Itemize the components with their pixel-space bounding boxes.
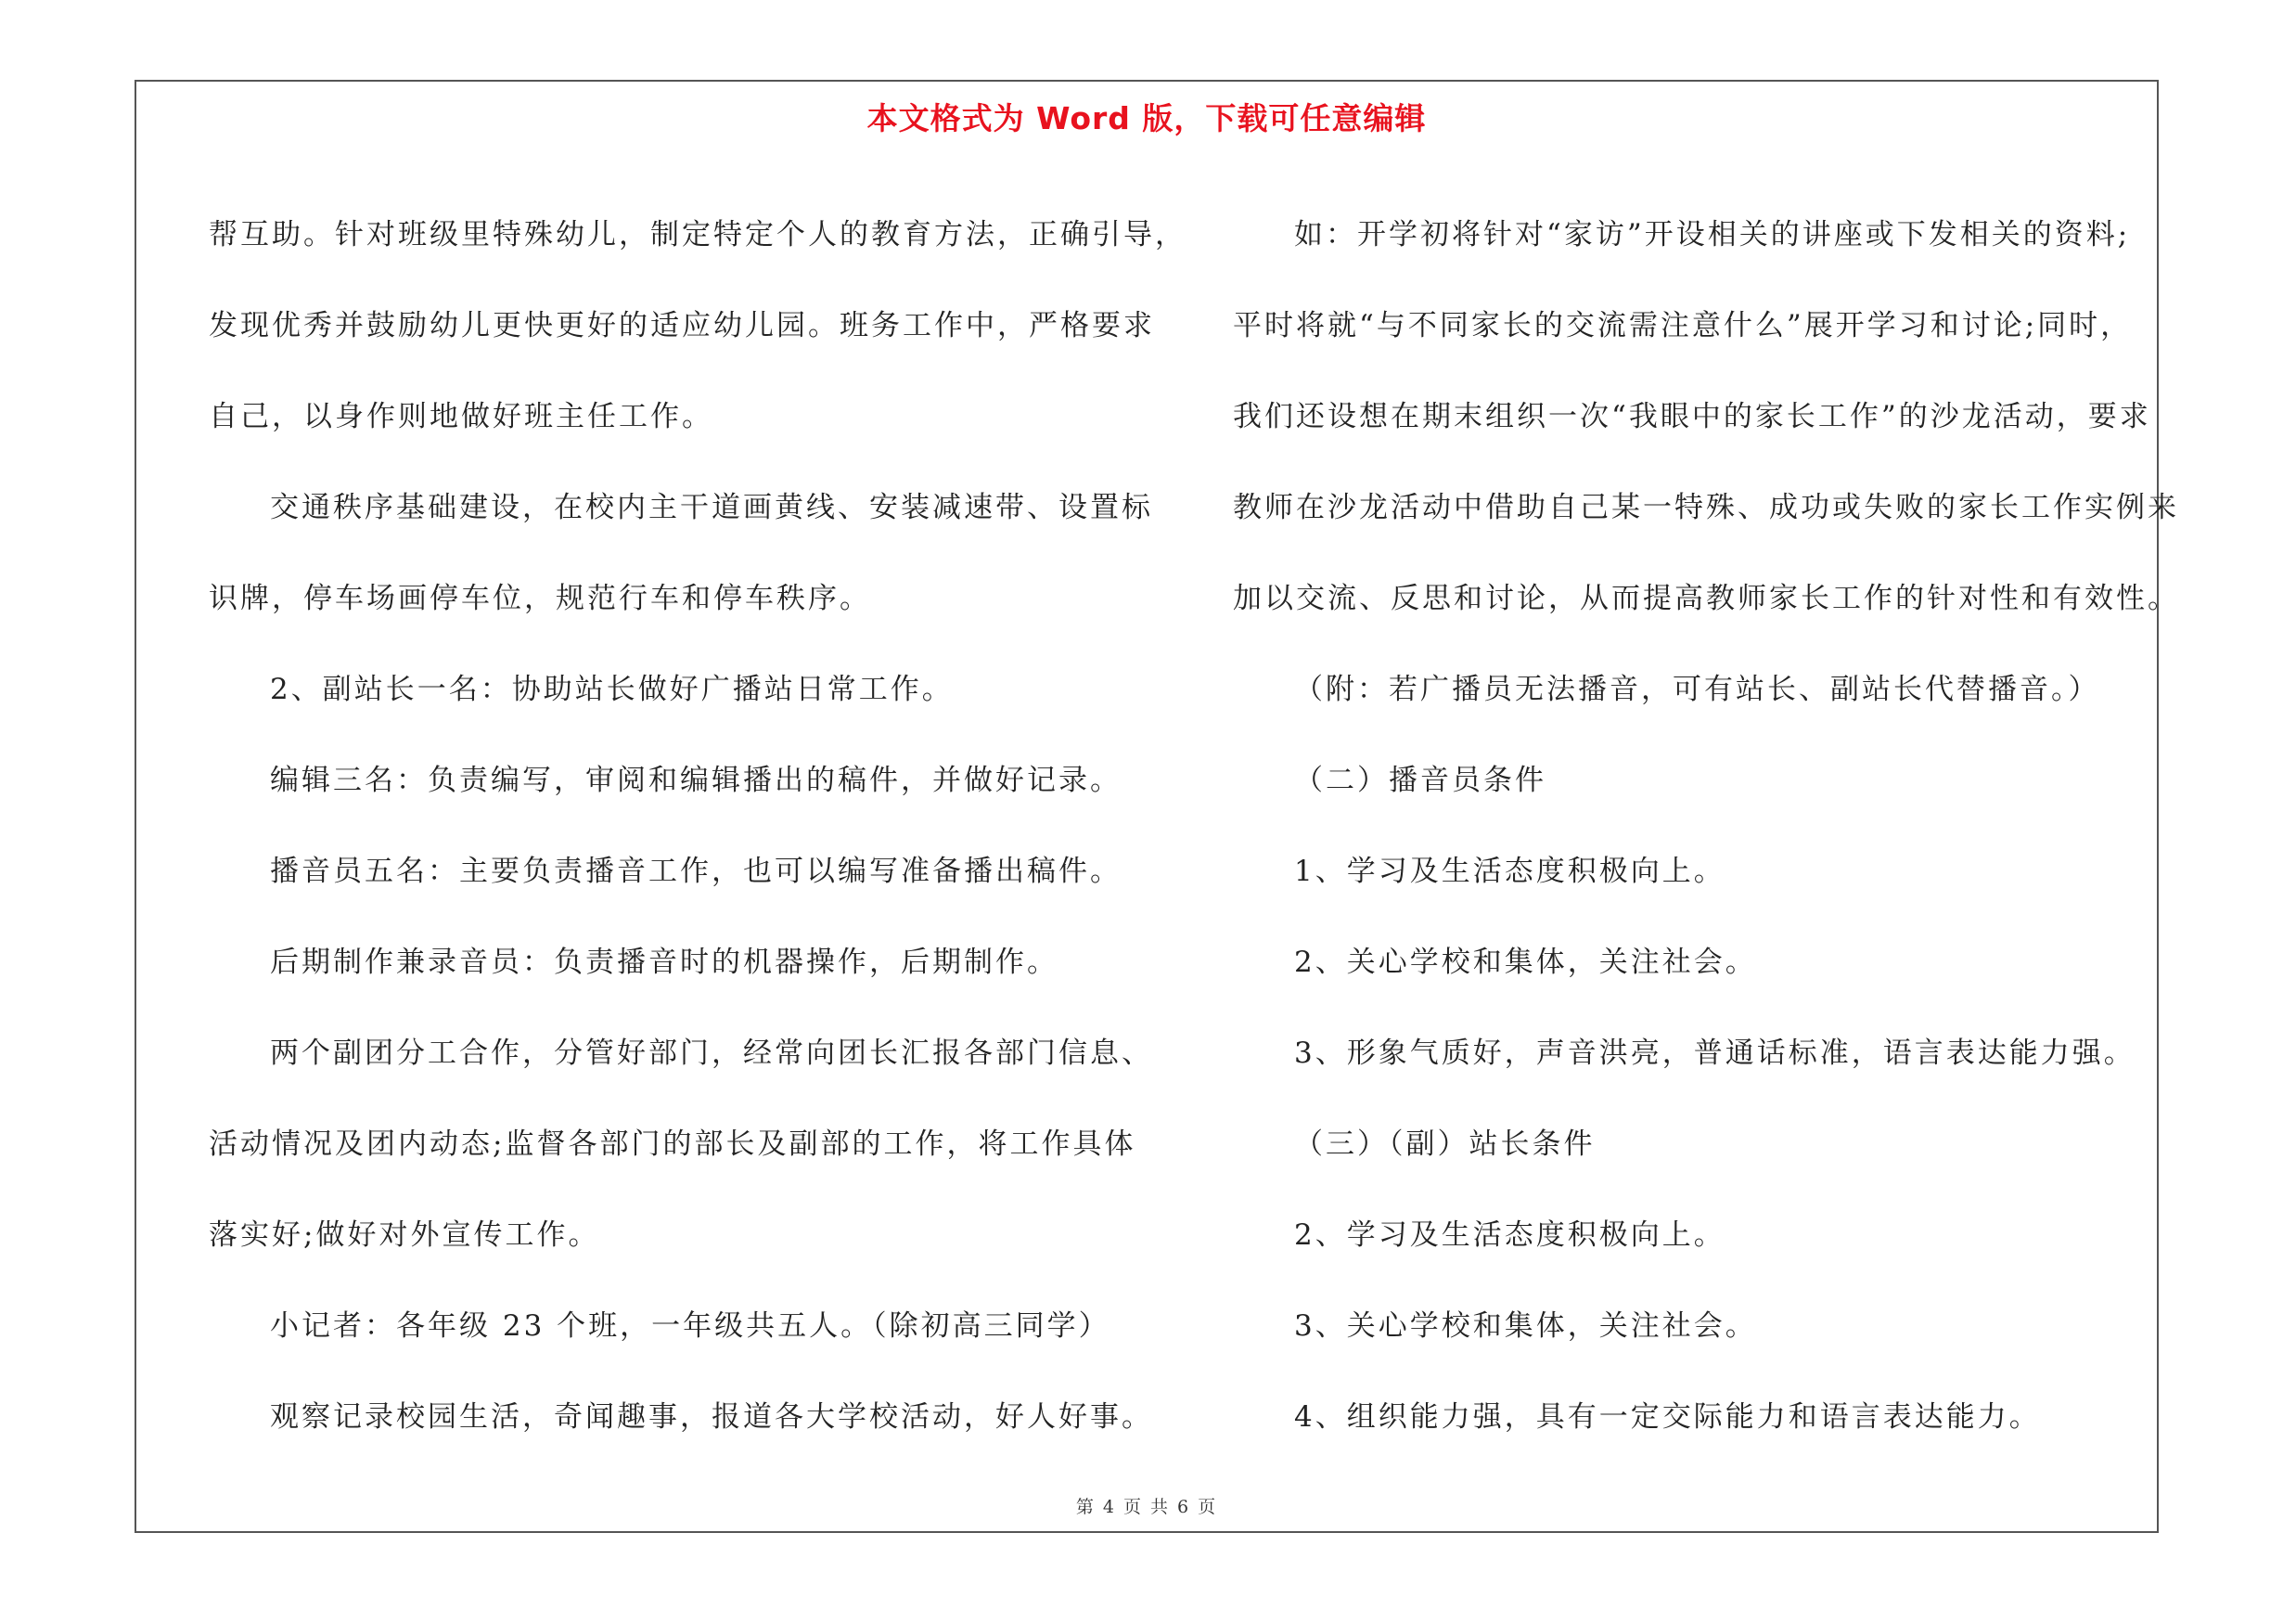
paragraph-line: （二）播音员条件 bbox=[1294, 764, 1546, 797]
page-number: 第 4 页 共 6 页 bbox=[1075, 1497, 1218, 1517]
paragraph-line: 加以交流、反思和讨论，从而提高教师家长工作的针对性和有效性。 bbox=[1233, 582, 2179, 615]
paragraph-line: 如：开学初将针对“家访”开设相关的讲座或下发相关的资料; bbox=[1294, 218, 2131, 251]
paragraph-line: 交通秩序基础建设，在校内主干道画黄线、安装减速带、设置标 bbox=[270, 491, 1153, 524]
paragraph-line: 我们还设想在期末组织一次“我眼中的家长工作”的沙龙活动，要求 bbox=[1233, 400, 2151, 433]
paragraph-line: 识牌，停车场画停车位，规范行车和停车秩序。 bbox=[209, 582, 871, 615]
paragraph-line: 平时将就“与不同家长的交流需注意什么”展开学习和讨论;同时， bbox=[1233, 309, 2133, 342]
right-column bbox=[1233, 189, 2179, 1462]
paragraph-line: 帮互助。针对班级里特殊幼儿，制定特定个人的教育方法，正确引导， bbox=[209, 218, 1186, 251]
paragraph-line: 自己，以身作则地做好班主任工作。 bbox=[209, 400, 713, 433]
paragraph-line: 播音员五名：主要负责播音工作，也可以编写准备播出稿件。 bbox=[270, 855, 1122, 888]
paragraph-line: 教师在沙龙活动中借助自己某一特殊、成功或失败的家长工作实例来 bbox=[1233, 491, 2179, 524]
paragraph-line: （三）（副）站长条件 bbox=[1294, 1127, 1596, 1161]
paragraph-line: 4、组织能力强，具有一定交际能力和语言表达能力。 bbox=[1294, 1400, 2041, 1434]
paragraph-line: 后期制作兼录音员：负责播音时的机器操作，后期制作。 bbox=[270, 946, 1058, 979]
document-page bbox=[135, 80, 2179, 1533]
paragraph-line: 观察记录校园生活，奇闻趣事，报道各大学校活动，好人好事。 bbox=[270, 1400, 1153, 1434]
paragraph-line: 2、关心学校和集体，关注社会。 bbox=[1294, 946, 1757, 979]
paragraph-line: 2、学习及生活态度积极向上。 bbox=[1294, 1218, 1725, 1252]
left-column bbox=[209, 189, 1186, 1462]
paragraph-line: 2、副站长一名：协助站长做好广播站日常工作。 bbox=[270, 673, 954, 706]
paragraph-line: 编辑三名：负责编写，审阅和编辑播出的稿件，并做好记录。 bbox=[270, 764, 1122, 797]
paragraph-line: 小记者：各年级 23 个班，一年级共五人。（除初高三同学） bbox=[270, 1309, 1110, 1343]
paragraph-line: （附：若广播员无法播音，可有站长、副站长代替播音。） bbox=[1294, 673, 2100, 706]
paragraph-line: 活动情况及团内动态;监督各部门的部长及副部的工作，将工作具体 bbox=[209, 1127, 1136, 1161]
paragraph-line: 1、学习及生活态度积极向上。 bbox=[1294, 855, 1725, 888]
paragraph-line: 落实好;做好对外宣传工作。 bbox=[209, 1218, 600, 1252]
paragraph-line: 发现优秀并鼓励幼儿更快更好的适应幼儿园。班务工作中，严格要求 bbox=[209, 309, 1155, 342]
format-banner: 本文格式为 Word 版，下载可任意编辑 bbox=[866, 100, 1427, 136]
paragraph-line: 3、形象气质好，声音洪亮，普通话标准，语言表达能力强。 bbox=[1294, 1037, 2136, 1070]
paragraph-line: 3、关心学校和集体，关注社会。 bbox=[1294, 1309, 1757, 1343]
paragraph-line: 两个副团分工合作，分管好部门，经常向团长汇报各部门信息、 bbox=[270, 1037, 1153, 1070]
